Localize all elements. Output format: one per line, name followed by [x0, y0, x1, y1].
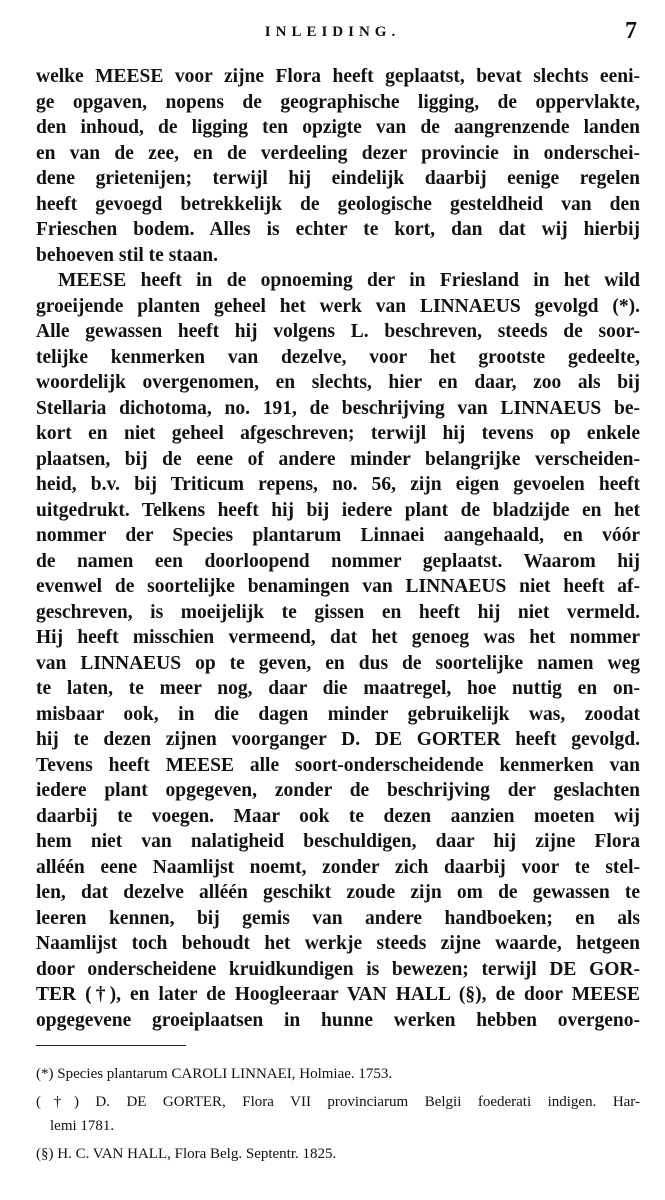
text-line: heeft gevoegd betrekkelijk de geologische gesteldheid van den: [36, 193, 640, 215]
text-line: dene grietenijen; terwijl hij eindelijk daarbij eenige regelen: [36, 168, 640, 189]
text-line: en van de zee, en de verdeeling dezer provincie in onderschei-: [36, 142, 640, 164]
body-text: [36, 64, 640, 1033]
page-number: 7: [625, 18, 637, 44]
text-line: Naamlijst toch behoudt het werkje steeds zijne waarde, hetgeen: [36, 933, 640, 954]
text-line: telijke kenmerken van dezelve, voor het grootste gedeelte,: [36, 346, 640, 368]
text-line: woordelijk overgenomen, en slechts, hier en daar, zoo als bij: [36, 372, 640, 393]
text-line: Hij heeft misschien vermeend, dat het genoeg was het nommer: [36, 627, 640, 648]
footnote-line: lemi 1781.: [50, 1118, 115, 1134]
text-line: den inhoud, de ligging ten opzigte van de aangrenzende landen: [36, 117, 640, 138]
running-title: INLEIDING.: [264, 24, 401, 40]
text-line: te laten, te meer nog, daar die maatregel, hoe nuttig en on-: [36, 678, 640, 699]
text-line: heid, b.v. bij Triticum repens, no. 56, zijn eigen gevoelen heeft: [36, 474, 640, 495]
text-line: de namen een doorloopend nommer geplaatst. Waarom hij: [36, 550, 640, 572]
footnote-line: (*) Species plantarum CAROLI LINNAEI, Holmiae. 1753.: [36, 1066, 393, 1082]
text-line: groeijende planten geheel het werk van LINNAEUS gevolgd (*).: [36, 295, 640, 317]
text-line: opgegevene groeiplaatsen in hunne werken hebben overgeno-: [36, 1009, 640, 1031]
text-line: Tevens heeft MEESE alle soort-onderscheidende kenmerken van: [36, 754, 640, 776]
text-line: nommer der Species plantarum Linnaei aangehaald, en vóór: [36, 525, 640, 546]
text-line: door onderscheidene kruidkundigen is bewezen; terwijl DE GOR-: [36, 958, 640, 980]
text-line: TER (†), en later de Hoogleeraar VAN HALL (§), de door MEESE: [36, 984, 640, 1005]
text-line: ge opgaven, nopens de geographische ligging, de oppervlakte,: [36, 91, 640, 113]
text-line: evenwel de soortelijke benamingen van LINNAEUS niet heeft af-: [36, 576, 640, 597]
text-line: hij te dezen zijnen voorganger D. DE GORTER heeft gevolgd.: [36, 729, 640, 750]
text-line: geschreven, is moeijelijk te gissen en heeft hij niet vermeld.: [36, 601, 640, 623]
text-line: plaatsen, bij de eene of andere minder belangrijke verscheiden-: [36, 448, 640, 470]
footnote-line: (†) D. DE GORTER, Flora VII provinciarum Belgii foederati indigen. Har-: [36, 1094, 640, 1110]
text-line: uitgedrukt. Telkens heeft hij bij iedere plant de bladzijde en het: [36, 499, 640, 521]
text-line: MEESE heeft in de opnoeming der in Friesland in het wild: [58, 270, 640, 291]
text-line: Alle gewassen heeft hij volgens L. beschreven, steeds de soor-: [36, 321, 640, 342]
text-line: len, dat dezelve alléén geschikt zoude zijn om de gewassen te: [36, 882, 640, 903]
text-line: kort en niet geheel afgeschreven; terwijl hij tevens op enkele: [36, 423, 640, 444]
text-line: hem niet van nalatigheid beschuldigen, daar hij zijne Flora: [36, 831, 640, 852]
text-line: Stellaria dichotoma, no. 191, de beschrijving van LINNAEUS be-: [36, 397, 640, 419]
text-line: welke MEESE voor zijne Flora heeft geplaatst, bevat slechts eeni-: [36, 66, 640, 87]
text-line: Frieschen bodem. Alles is echter te kort, dan dat wij hierbij: [36, 219, 640, 240]
text-line: alléén eene Naamlijst noemt, zonder zich daarbij voor te stel-: [36, 856, 640, 878]
text-line: misbaar ook, in die dagen minder gebruikelijk was, zoodat: [36, 703, 640, 725]
footnote-divider: [36, 1045, 186, 1046]
text-line: leeren kennen, bij gemis van andere handboeken; en als: [36, 907, 640, 929]
footnote-line: (§) H. C. VAN HALL, Flora Belg. Septentr. 1825.: [36, 1146, 337, 1162]
text-line: daarbij te voegen. Maar ook te dezen aanzien moeten wij: [36, 805, 640, 827]
text-line: van LINNAEUS op te geven, en dus de soortelijke namen weg: [36, 652, 640, 674]
text-line: iedere plant opgegeven, zonder de beschrijving der geslachten: [36, 780, 640, 801]
text-line: behoeven stil te staan.: [36, 244, 218, 266]
footnotes: [36, 1062, 640, 1166]
